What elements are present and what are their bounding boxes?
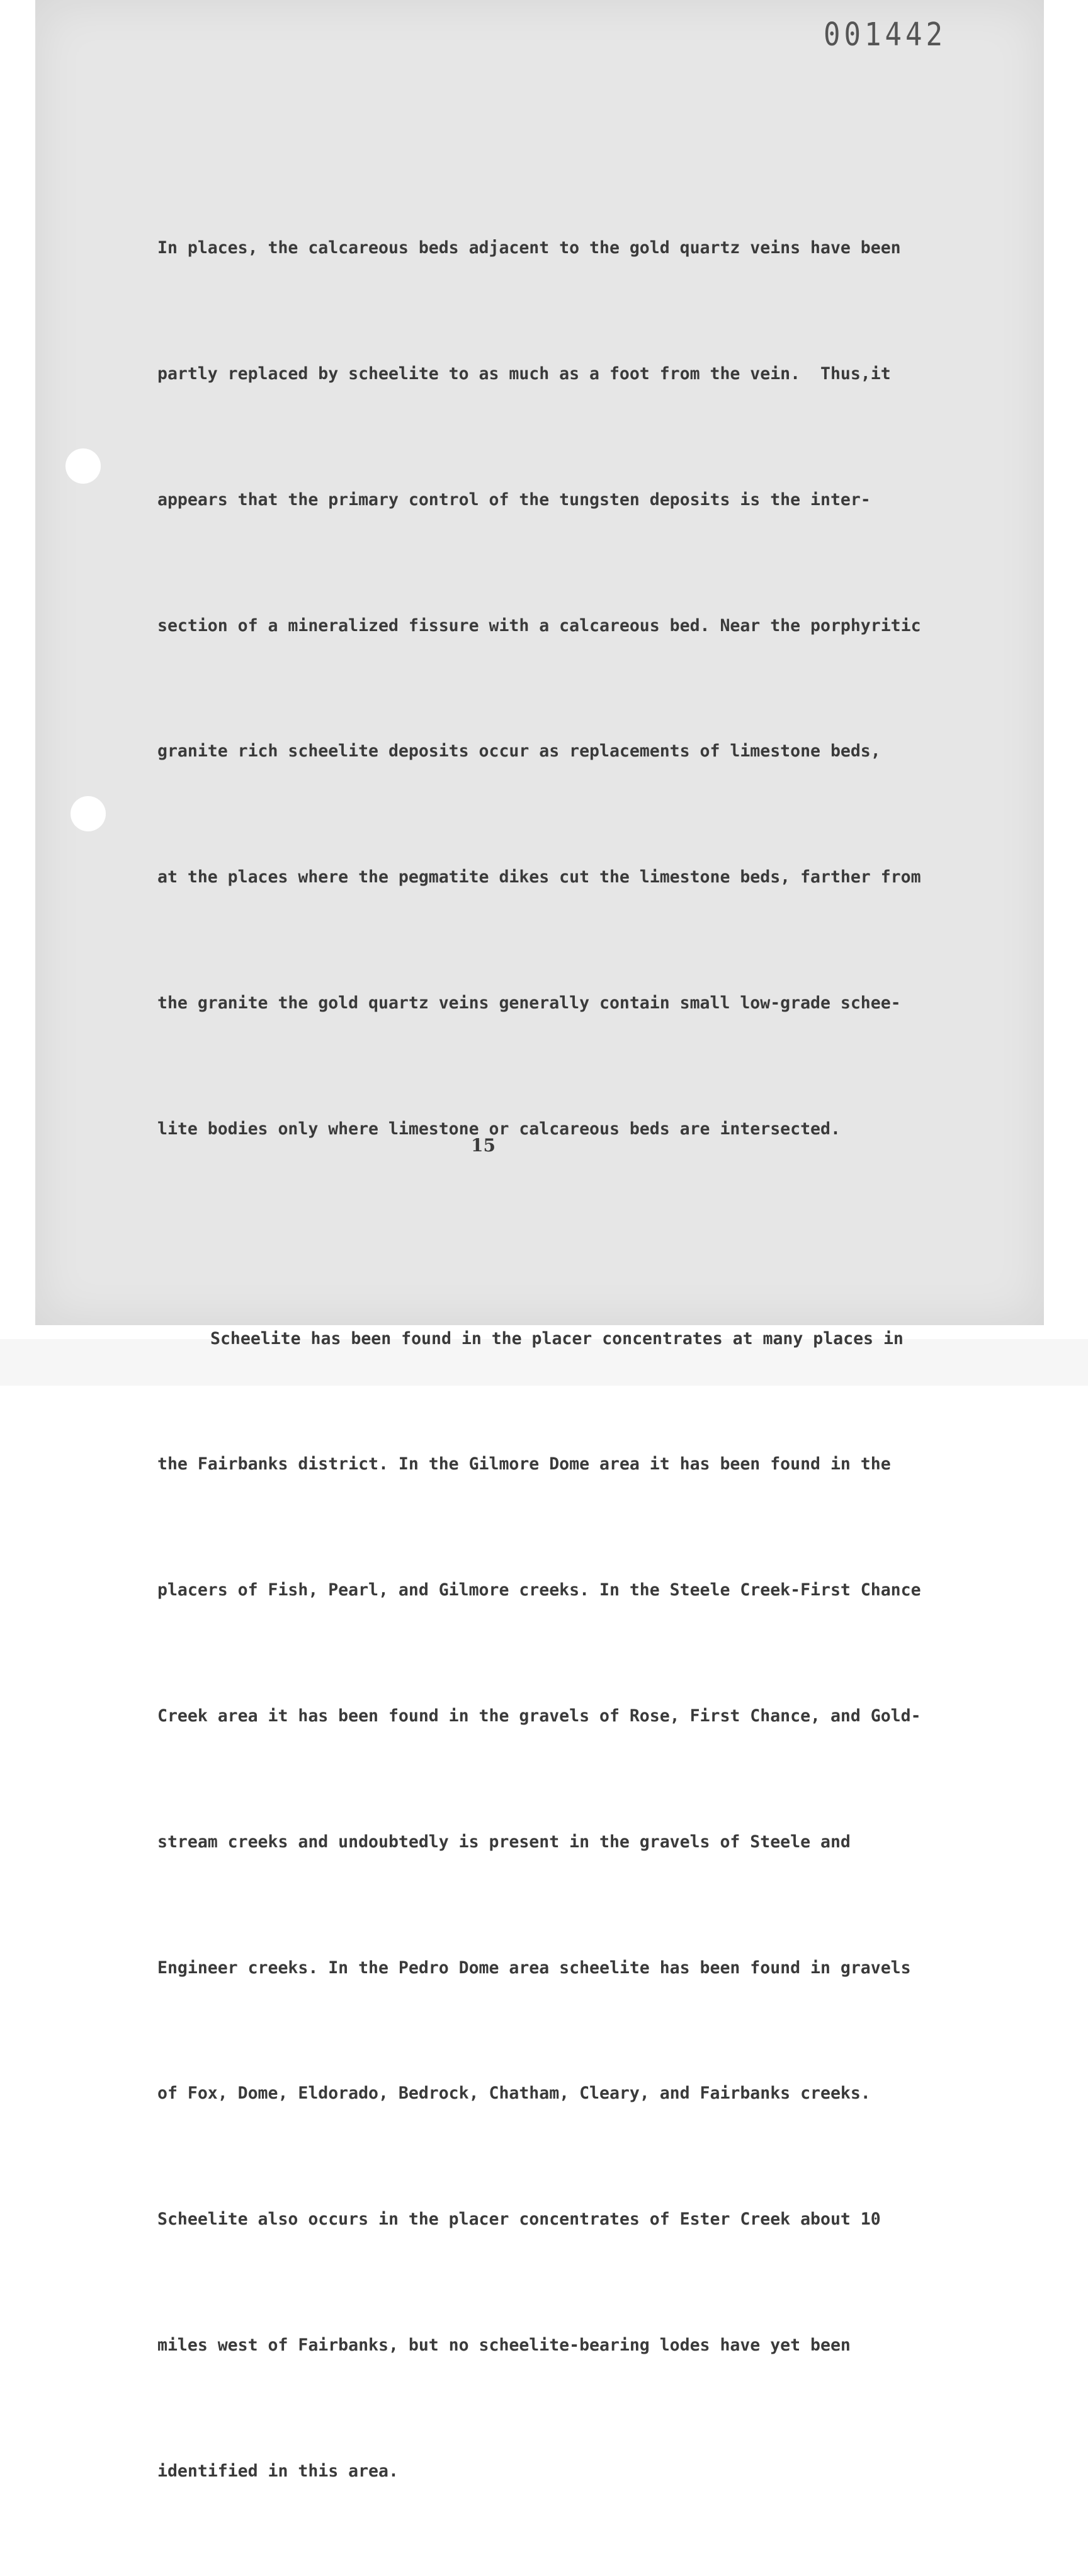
paragraph-2	[157, 1234, 970, 2576]
text-line: Creek area it has been found in the gravels of Rose, First Chance, and Gold-	[157, 1706, 921, 1726]
text-line: partly replaced by scheelite to as much as a foot from the vein. Thus,it	[157, 363, 891, 384]
text-line: Scheelite also occurs in the placer concentrates of Ester Creek about 10	[157, 2209, 881, 2230]
page-number: 15	[471, 1135, 496, 1156]
text-line: at the places where the pegmatite dikes cut the limestone beds, farther from	[157, 867, 921, 887]
text-line: the granite the gold quartz veins generally contain small low-grade schee-	[157, 993, 901, 1013]
text-line: identified in this area.	[157, 2461, 399, 2481]
punch-hole-bottom	[71, 796, 106, 831]
text-line: stream creeks and undoubtedly is present in the gravels of Steele and	[157, 1832, 851, 1852]
text-line: lite bodies only where limestone or calcareous beds are intersected.	[157, 1119, 841, 1139]
typewritten-text	[157, 144, 970, 2576]
text-line: Engineer creeks. In the Pedro Dome area scheelite has been found in gravels	[157, 1958, 911, 1978]
paragraph-1	[157, 144, 970, 1234]
text-line: Scheelite has been found in the placer concentrates at many places in	[210, 1328, 904, 1348]
text-line: placers of Fish, Pearl, and Gilmore creeks. In the Steele Creek-First Chance	[157, 1580, 921, 1600]
text-line: granite rich scheelite deposits occur as replacements of limestone beds,	[157, 741, 881, 761]
text-line: of Fox, Dome, Eldorado, Bedrock, Chatham, Cleary, and Fairbanks creeks.	[157, 2083, 871, 2104]
text-line: miles west of Fairbanks, but no scheelite-bearing lodes have yet been	[157, 2335, 851, 2355]
punch-hole-top	[65, 448, 101, 484]
text-line: appears that the primary control of the tungsten deposits is the inter-	[157, 489, 871, 510]
text-line: section of a mineralized fissure with a calcareous bed. Near the porphyritic	[157, 615, 921, 635]
text-line: the Fairbanks district. In the Gilmore Dome area it has been found in the	[157, 1454, 891, 1474]
text-line: In places, the calcareous beds adjacent to the gold quartz veins have been	[157, 238, 901, 258]
document-number: 001442	[824, 16, 946, 54]
